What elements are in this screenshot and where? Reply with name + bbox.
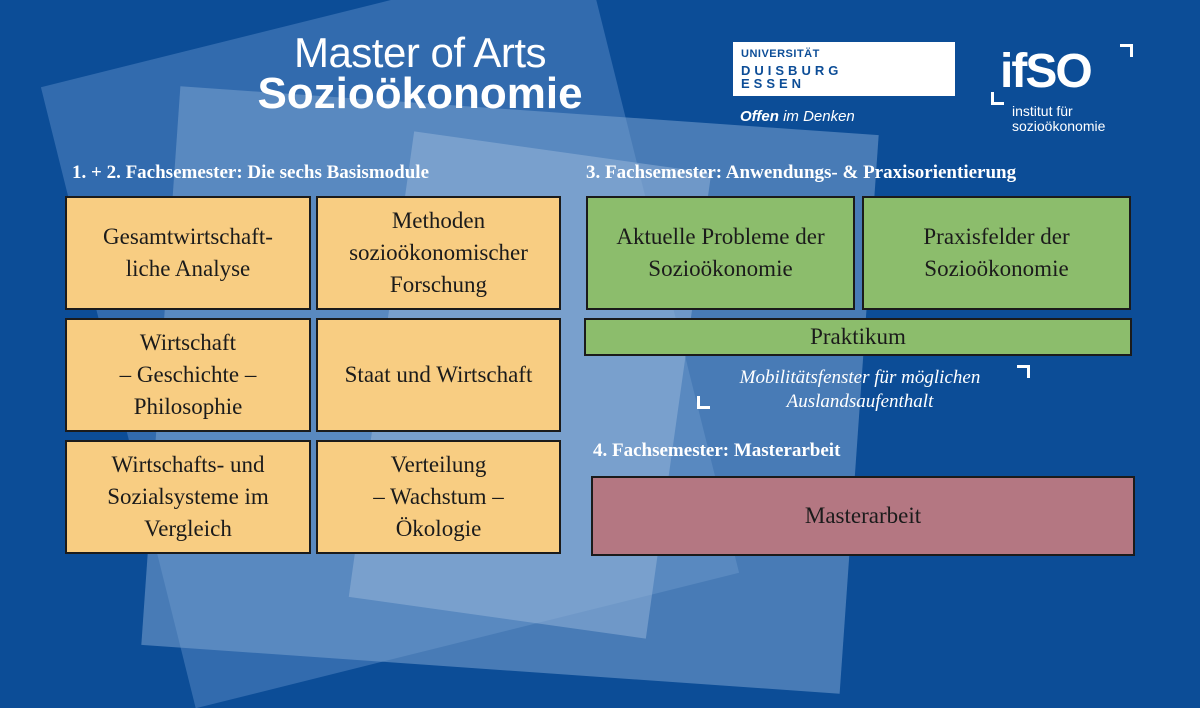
module-box: [65, 440, 311, 554]
university-logo-line2: DUISBURG ESSEN: [741, 63, 843, 91]
module-box: [862, 196, 1131, 310]
mobility-note: [700, 366, 1020, 414]
corner-bracket-icon: [697, 396, 710, 409]
institute-caption-line1: institut für: [1012, 103, 1073, 119]
anwendung-heading: 3. Fachsemester: Anwendungs- & Praxisorientierung: [586, 162, 1017, 183]
title-subtitle: Master of Arts: [293, 29, 547, 76]
module-label: Methoden sozioökonomischer Forschung: [349, 208, 528, 297]
module-label: Gesamtwirtschaft- liche Analyse: [103, 224, 273, 281]
module-box: [65, 196, 311, 310]
tagline-rest: im Denken: [778, 108, 855, 125]
praktikum-box: [584, 318, 1132, 356]
institute-logo-caption: [1012, 104, 1105, 134]
master-heading: 4. Fachsemester: Masterarbeit: [593, 440, 841, 461]
module-label: Wirtschaft – Geschichte – Philosophie: [119, 330, 257, 419]
tagline-bold: Offen: [740, 108, 779, 125]
masterarbeit-box: [591, 476, 1135, 556]
page-title: [220, 30, 620, 116]
university-logo-line1: UNIVERSITÄT: [741, 48, 820, 60]
module-label: Verteilung – Wachstum – Ökologie: [373, 452, 504, 541]
module-box: [586, 196, 855, 310]
module-box: [316, 318, 561, 432]
module-box: [65, 318, 311, 432]
masterarbeit-label: Masterarbeit: [804, 503, 922, 528]
institute-caption-line2: sozioökonomie: [1012, 118, 1106, 134]
institute-logo-mark: ifSO: [1000, 45, 1091, 98]
title-main: Sozioökonomie: [257, 69, 583, 118]
praktikum-label: Praktikum: [810, 324, 906, 349]
module-label: Staat und Wirtschaft: [344, 362, 533, 387]
university-tagline: [740, 108, 855, 125]
module-label: Wirtschafts- und Sozialsysteme im Vergleich: [107, 452, 269, 541]
university-logo: [733, 42, 955, 96]
module-box: [316, 196, 561, 310]
mobility-note-text: Mobilitätsfenster für möglichen Auslandsaufenthalt: [739, 367, 981, 412]
corner-bracket-icon: [1017, 365, 1030, 378]
module-label: Praxisfelder der Sozioökonomie: [923, 224, 1070, 281]
corner-bracket-icon: [991, 92, 1004, 105]
module-label: Aktuelle Probleme der Sozioökonomie: [616, 224, 825, 281]
corner-bracket-icon: [1120, 44, 1133, 57]
module-box: [316, 440, 561, 554]
basis-heading: 1. + 2. Fachsemester: Die sechs Basismodule: [72, 162, 430, 183]
